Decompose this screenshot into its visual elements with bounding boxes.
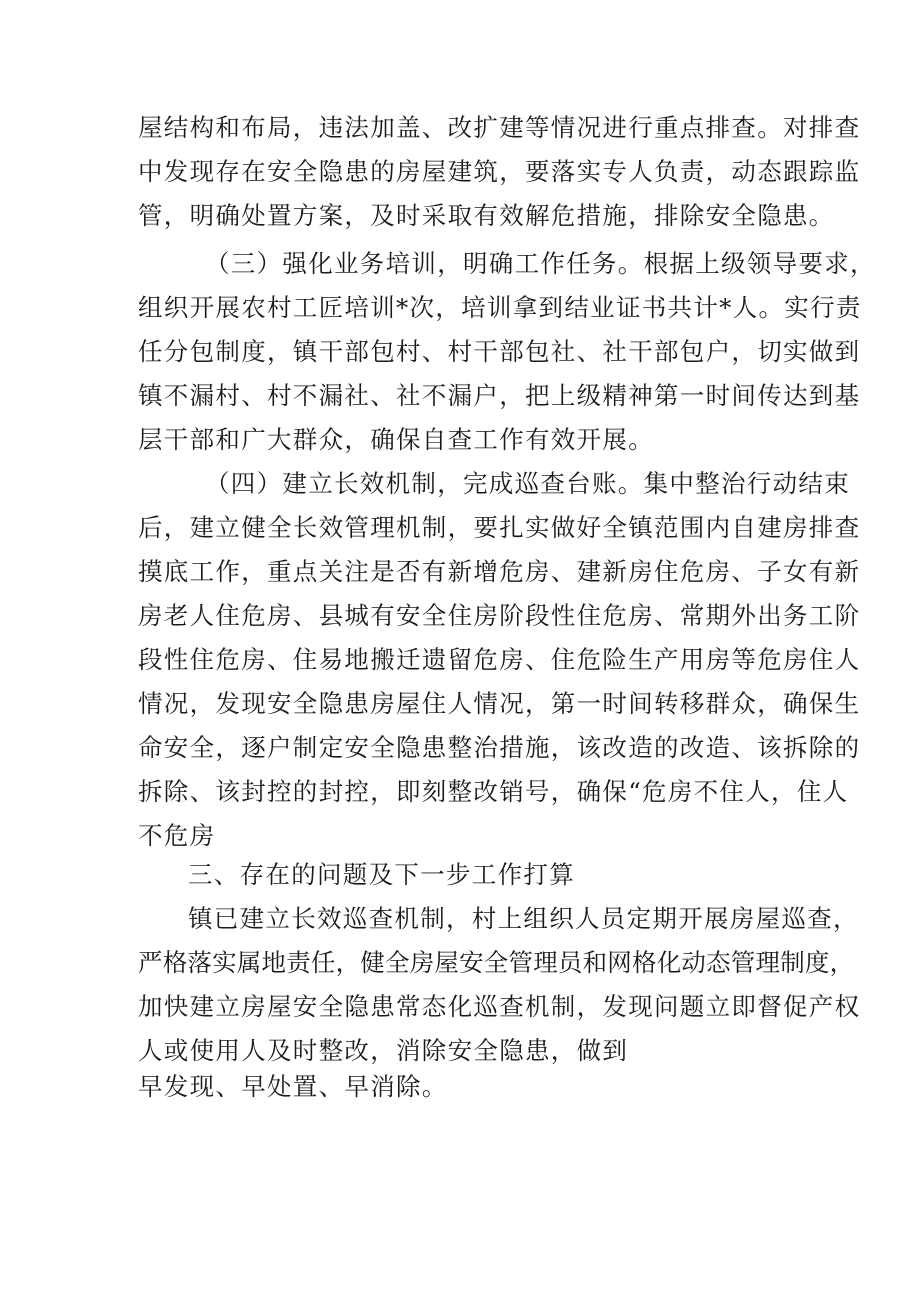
- text-line: 拆除、该封控的封控，即刻整改销号，确保“危房不住人，住人: [138, 777, 849, 806]
- text-line: 早发现、早处置、早消除。: [138, 1072, 448, 1101]
- section-heading-4: （四）建立长效机制，完成巡查台账。集中整治行动结束: [205, 469, 850, 498]
- text-line: 镇已建立长效巡查机制，村上组织人员定期开展房屋巡查，: [188, 904, 859, 933]
- text-line: 镇不漏村、村不漏社、社不漏户，把上级精神第一时间传达到基: [138, 381, 861, 410]
- text-line: 屋结构和布局，违法加盖、改扩建等情况进行重点排查。对排查: [138, 113, 861, 142]
- text-line: 管，明确处置方案，及时采取有效解危措施，排除安全隐患。: [138, 201, 835, 230]
- text-line: 不危房: [138, 821, 216, 850]
- text-line: 房老人住危房、县城有安全住房阶段性住危房、常期外出务工阶: [138, 601, 861, 630]
- text-line: 情况，发现安全隐患房屋住人情况，第一时间转移群众，确保生: [138, 689, 861, 718]
- text-line: 加快建立房屋安全隐患常态化巡查机制，发现问题立即督促产权: [138, 992, 861, 1021]
- text-line: 任分包制度，镇干部包村、村干部包社、社干部包户，切实做到: [138, 337, 861, 366]
- text-line: 中发现存在安全隐患的房屋建筑，要落实专人负责，动态跟踪监: [138, 157, 861, 186]
- text-line: 人或使用人及时整改，消除安全隐患，做到: [138, 1036, 629, 1065]
- text-line: 后，建立健全长效管理机制，要扎实做好全镇范围内自建房排查: [138, 513, 861, 542]
- text-line: 摸底工作，重点关注是否有新增危房、建新房住危房、子女有新: [138, 557, 861, 586]
- section-title-3: 三、存在的问题及下一步工作打算: [188, 860, 575, 889]
- text-line: 层干部和广大群众，确保自查工作有效开展。: [138, 425, 654, 454]
- text-line: 严格落实属地责任，健全房屋安全管理员和网格化动态管理制度，: [138, 948, 855, 977]
- text-line: 组织开展农村工匠培训*次，培训拿到结业证书共计*人。实行责: [138, 293, 862, 322]
- section-heading-3: （三）强化业务培训，明确工作任务。根据上级领导要求，: [205, 249, 876, 278]
- text-line: 命安全，逐户制定安全隐患整治措施，该改造的改造、该拆除的: [138, 733, 861, 762]
- text-line: 段性住危房、住易地搬迁遗留危房、住危险生产用房等危房住人: [138, 645, 861, 674]
